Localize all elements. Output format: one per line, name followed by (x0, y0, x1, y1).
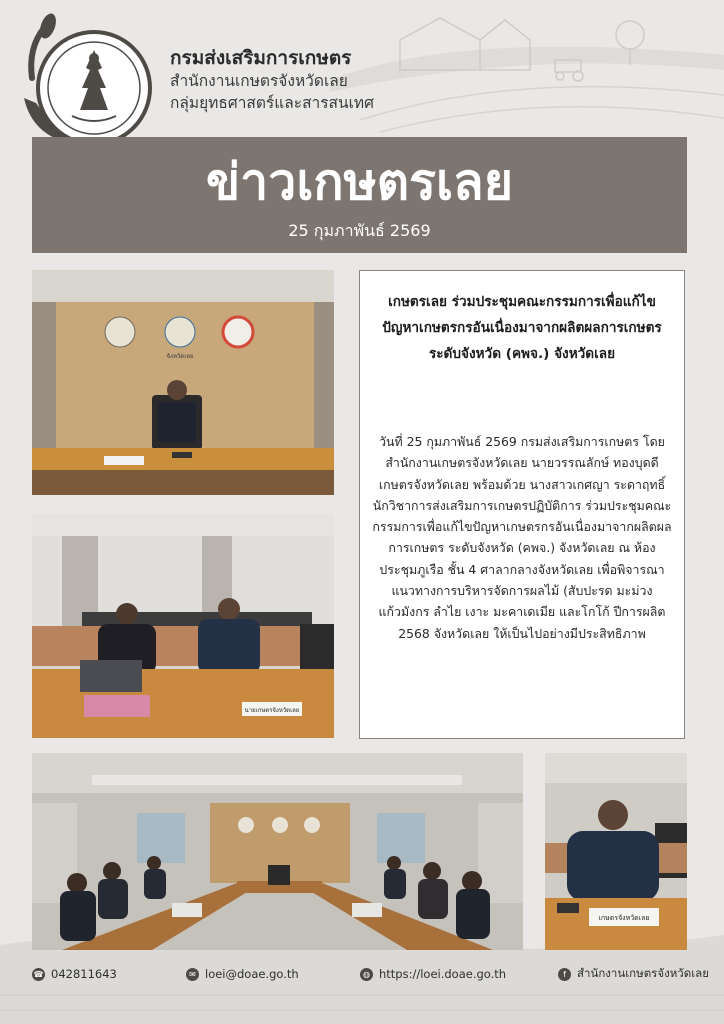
news-banner (32, 137, 687, 253)
email-address: loei@doae.go.th (205, 967, 299, 981)
facebook-page: สำนักงานเกษตรจังหวัดเลย (577, 966, 709, 980)
org-name: กรมส่งเสริมการเกษตร (170, 47, 352, 69)
globe-icon: ◍ (360, 968, 373, 981)
article-body: วันที่ 25 กุมภาพันธ์ 2569 กรมส่งเสริมการเกษตร โดยสำนักงานเกษตรจังหวัดเลย นายวรรณลักษ์ ทองบุดดี เกษตรจังหวัดเลย พร้อมด้วย นางสาวเกศญา ระดาฤทธิ์ นักวิชาการส่งเสริมการเกษตรปฏิบัติการ ร่วมประชุมคณะกรรมการเพื่อแก้ไขปัญหาเกษตรกรอันเนื่องมาจากผลิตผลการเกษตร ระดับจังหวัด (คพจ.) จังหวัดเลย ณ ห้องประชุมภูเรือ ชั้น 4 ศาลากลางจังหวัดเลย เพื่อพิจารณาแนวทางการบริหารจัดการผลไม้ (สับปะรด มะม่วง แก้วมังกร ลำไย เงาะ มะคาเดเมีย และโกโก้ ปีการผลิต 2568 จังหวัดเลย ให้เป็นไปอย่างมีประสิทธิภาพ (372, 434, 672, 641)
nameplate-text: เกษตรจังหวัดเลย (598, 914, 650, 922)
photo-meeting-room (32, 753, 523, 950)
banner-title: ข่าวเกษตรเลย (205, 153, 513, 211)
photo-two-officials (32, 514, 334, 738)
email-icon: ✉ (186, 968, 199, 981)
photo-official-at-desk (32, 270, 334, 495)
banner-date: 25 กุมภาพันธ์ 2569 (288, 221, 431, 240)
footer-facebook[interactable] (558, 964, 709, 984)
photo-official-closeup (545, 753, 687, 950)
article-box (359, 270, 685, 739)
phone-number: 042811643 (51, 967, 117, 981)
office-name: สำนักงานเกษตรจังหวัดเลย (170, 72, 348, 90)
footer-phone[interactable] (32, 964, 117, 984)
phone-icon: ☎ (33, 969, 44, 979)
group-name: กลุ่มยุทธศาสตร์และสารสนเทศ (170, 94, 374, 112)
room-sign: จังหวัดเลย (166, 353, 194, 360)
footer-contacts (0, 960, 724, 988)
footer-email[interactable] (186, 964, 299, 984)
article-headline: เกษตรเลย ร่วมประชุมคณะกรรมการเพื่อแก้ไขปัญหาเกษตรกรอันเนื่องมาจากผลิตผลการเกษตร ระดับจังหวัด (คพจ.) จังหวัดเลย (382, 294, 662, 362)
nameplate-text: นายเกษตรจังหวัดเลย (244, 707, 300, 714)
website-url: https://loei.doae.go.th (379, 967, 507, 981)
org-header (170, 46, 374, 114)
facebook-icon: f (558, 968, 571, 981)
department-logo (14, 8, 154, 148)
footer-website[interactable] (360, 964, 506, 984)
